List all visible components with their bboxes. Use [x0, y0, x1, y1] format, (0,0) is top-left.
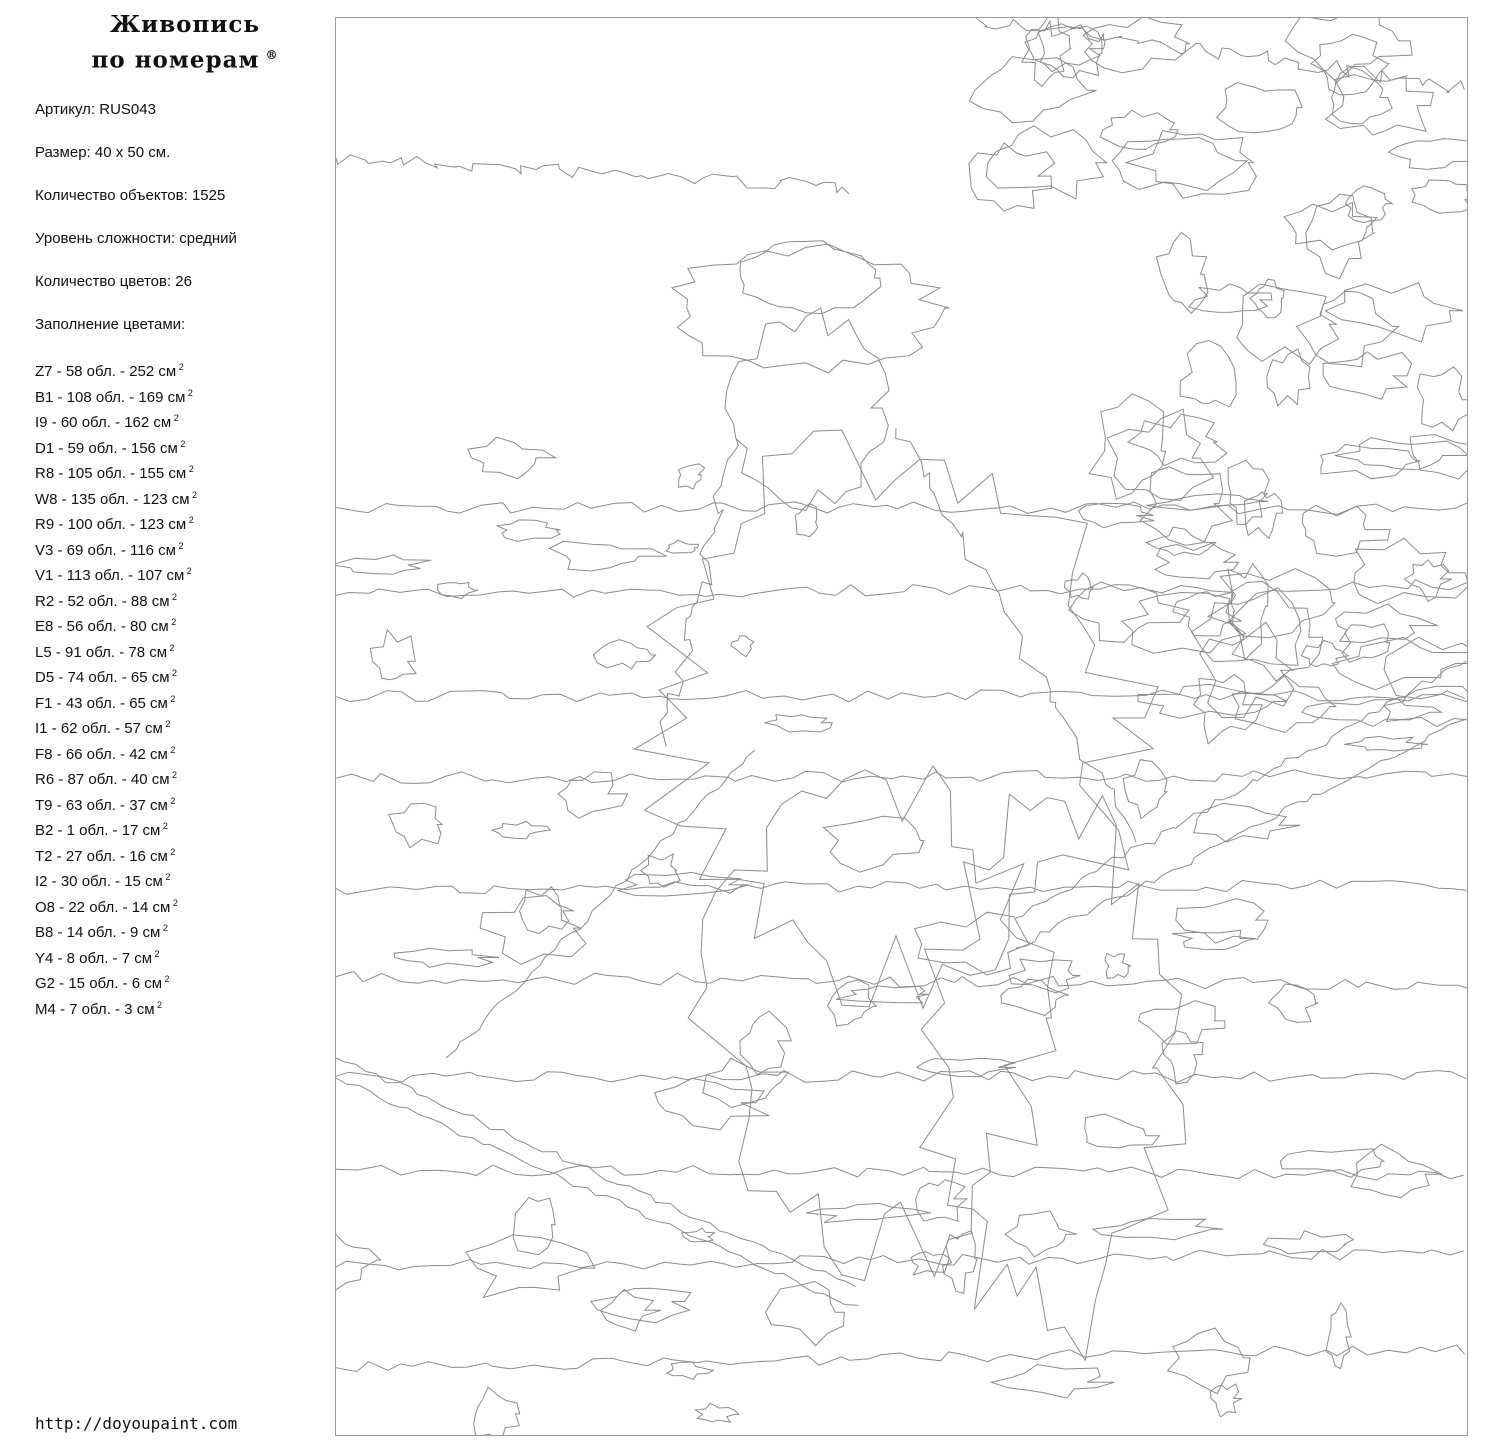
field-shape — [731, 636, 754, 657]
foliage-shape — [1332, 637, 1468, 689]
field-shape — [944, 1231, 977, 1294]
field-shape — [558, 772, 628, 818]
log-line — [336, 1078, 858, 1305]
registered-mark: ® — [265, 48, 279, 62]
field-shape — [601, 1289, 661, 1331]
fill-list-item — [35, 714, 325, 740]
field-shape — [1085, 1114, 1160, 1148]
cloud-shape — [1311, 34, 1389, 95]
unit-superscript: 2 — [176, 362, 184, 372]
fill-item-text: F8 - 66 обл. - 42 см — [35, 745, 168, 763]
unit-superscript: 2 — [169, 770, 178, 780]
article-label: Артикул: RUS043 — [35, 101, 156, 118]
cloud-shape — [969, 57, 1096, 123]
unit-superscript: 2 — [162, 872, 171, 882]
fill-list-item — [35, 612, 325, 638]
foliage-shape — [1180, 341, 1236, 407]
fill-list-item — [35, 587, 325, 613]
unit-superscript: 2 — [168, 617, 177, 627]
fill-item-text: G2 - 15 обл. - 6 см — [35, 975, 163, 992]
fill-item-text: R2 - 52 обл. - 88 см — [35, 592, 170, 610]
fill-list-item — [35, 816, 325, 842]
cloud-shape — [1083, 18, 1190, 73]
fill-list-item — [35, 918, 325, 944]
foliage-shape — [1284, 203, 1377, 250]
fill-list-item — [35, 689, 325, 715]
field-shape — [836, 986, 929, 1003]
head-outline — [725, 308, 889, 510]
field-shape — [915, 912, 1030, 975]
field-shape — [1280, 1149, 1384, 1178]
field-shape — [480, 896, 586, 965]
fill-list-item — [35, 383, 325, 409]
foliage-shape — [1189, 284, 1272, 313]
objects-count-label: Количество объектов: 1525 — [35, 187, 226, 204]
color-fill-list — [35, 357, 325, 1020]
field-shape — [468, 437, 556, 479]
water-line — [336, 972, 1468, 990]
unit-superscript: 2 — [160, 821, 168, 831]
cloud-shape — [1412, 180, 1468, 213]
water-line — [336, 502, 1468, 514]
foliage-shape — [1321, 444, 1421, 478]
fill-item-text: R9 - 100 обл. - 123 см — [35, 516, 187, 533]
foliage-shape — [1156, 232, 1208, 313]
cloud-shape — [1332, 67, 1393, 124]
fill-item-text: I9 - 60 обл. - 162 см — [35, 414, 172, 431]
field-shape — [916, 1180, 967, 1221]
cloud-shape — [1025, 27, 1105, 72]
fill-item-text: B8 - 14 обл. - 9 см — [35, 924, 161, 941]
fill-list-item — [35, 944, 325, 970]
field-shape — [520, 887, 574, 934]
product-info — [35, 99, 325, 357]
brand-line-1: Живопись — [109, 11, 261, 38]
fill-list-item — [35, 791, 325, 817]
fill-item-text: V3 - 69 обл. - 116 см — [35, 541, 176, 559]
fill-title: Заполнение цветами: — [35, 316, 186, 333]
field-shape — [394, 948, 499, 967]
field-shape — [593, 640, 655, 669]
rod-line — [446, 750, 755, 1058]
coloring-canvas — [335, 17, 1468, 1436]
foliage-shape — [1384, 637, 1468, 701]
unit-superscript: 2 — [186, 464, 194, 474]
unit-superscript: 2 — [177, 438, 186, 449]
field-shape — [336, 555, 431, 574]
difficulty-label: Уровень сложности: средний — [35, 230, 237, 247]
field-shape — [1162, 1031, 1203, 1084]
field-shape — [667, 1362, 714, 1379]
field-shape — [766, 1281, 845, 1345]
sky-contour — [336, 155, 849, 194]
hat-brim — [672, 244, 950, 373]
field-shape — [911, 1252, 952, 1275]
field-shape — [1168, 1328, 1250, 1394]
foliage-shape — [1302, 505, 1390, 556]
field-shape — [1336, 604, 1438, 643]
field-shape — [1001, 979, 1069, 1015]
foliage-shape — [1192, 588, 1301, 666]
fill-list-item — [35, 510, 325, 536]
fill-list-item — [35, 408, 325, 434]
foliage-shape — [1244, 492, 1282, 539]
field-shape — [823, 816, 923, 872]
fill-item-text: V1 - 113 обл. - 107 см — [35, 567, 185, 584]
fill-item-text: Y4 - 8 обл. - 7 см — [35, 949, 153, 967]
field-shape — [370, 630, 416, 680]
water-line — [336, 580, 1468, 597]
water-line — [336, 1249, 1464, 1270]
fill-item-text: D1 - 59 обл. - 156 см — [35, 439, 178, 457]
field-shape — [1139, 1001, 1225, 1045]
fill-list-item — [35, 867, 325, 893]
field-shape — [1344, 737, 1428, 752]
field-shape — [474, 1387, 520, 1436]
water-line — [336, 880, 1468, 894]
unit-superscript: 2 — [152, 948, 160, 959]
foliage-shape — [1128, 414, 1227, 465]
fill-list-item — [35, 357, 325, 383]
cloud-shape — [969, 143, 1055, 211]
field-shape — [1410, 435, 1468, 480]
unit-superscript: 2 — [167, 846, 176, 857]
fill-item-text: T2 - 27 обл. - 16 см — [35, 847, 168, 865]
cloud-shape — [1326, 75, 1434, 136]
water-line — [336, 1165, 1464, 1180]
field-shape — [1105, 954, 1131, 979]
fill-item-text: I1 - 62 обл. - 57 см — [35, 720, 163, 737]
field-shape — [682, 1228, 715, 1242]
field-shape — [765, 715, 833, 732]
unit-superscript: 2 — [167, 642, 175, 653]
unit-superscript: 2 — [189, 489, 198, 500]
fill-list-item — [35, 663, 325, 689]
water-line — [336, 1071, 1467, 1083]
fill-list-item — [35, 893, 325, 919]
unit-superscript: 2 — [184, 566, 192, 576]
cloud-shape — [1217, 83, 1303, 133]
fill-item-text: E8 - 56 обл. - 80 см — [35, 618, 169, 635]
foliage-shape — [1107, 409, 1214, 500]
unit-superscript: 2 — [167, 795, 176, 806]
field-shape — [1093, 1219, 1223, 1240]
fill-list-item — [35, 638, 325, 664]
field-shape — [1005, 1211, 1077, 1257]
field-shape — [1326, 1303, 1351, 1369]
fill-list-item — [35, 434, 325, 460]
field-shape — [740, 1011, 791, 1074]
fill-item-text: L5 - 91 обл. - 78 см — [35, 643, 168, 661]
unit-superscript: 2 — [154, 999, 163, 1010]
field-shape — [1009, 959, 1080, 993]
foliage-shape — [1417, 367, 1468, 431]
unit-superscript: 2 — [185, 387, 193, 398]
water-line — [336, 690, 1465, 702]
field-shape — [655, 1078, 769, 1130]
foliage-shape — [1155, 543, 1239, 579]
unit-superscript: 2 — [171, 413, 179, 423]
brand-line-2 — [60, 40, 310, 76]
field-shape — [492, 822, 550, 839]
cloud-shape — [1388, 139, 1468, 170]
log-line — [1016, 719, 1466, 948]
foliage-shape — [1230, 590, 1322, 681]
field-shape — [917, 1058, 1016, 1076]
field-shape — [695, 1403, 739, 1422]
field-shape — [549, 541, 666, 571]
fill-list-item — [35, 459, 325, 485]
fill-list-item — [35, 561, 325, 587]
fill-item-text: F1 - 43 обл. - 65 см — [35, 694, 168, 712]
field-shape — [497, 520, 561, 542]
field-shape — [513, 1198, 555, 1255]
unit-superscript: 2 — [175, 540, 184, 551]
field-shape — [591, 1288, 691, 1323]
field-shape — [1263, 1231, 1353, 1254]
foliage-shape — [1267, 349, 1311, 406]
fill-item-text: B1 - 108 обл. - 169 см — [35, 388, 186, 406]
colors-count-label: Количество цветов: 26 — [35, 273, 192, 290]
cloud-shape — [986, 126, 1106, 199]
field-shape — [1176, 899, 1268, 944]
fill-item-text: B2 - 1 обл. - 17 см — [35, 822, 161, 839]
unit-superscript: 2 — [186, 515, 194, 525]
field-shape — [991, 1365, 1114, 1399]
unit-superscript: 2 — [162, 974, 170, 984]
foliage-shape — [1335, 438, 1468, 470]
fill-item-text: R8 - 105 обл. - 155 см — [35, 465, 187, 482]
water-line — [336, 770, 1468, 784]
website-link[interactable]: http://doyoupaint.com — [35, 1414, 238, 1433]
fill-item-text: O8 - 22 обл. - 14 см — [35, 898, 171, 916]
unit-superscript: 2 — [162, 719, 171, 729]
foliage-shape — [1237, 284, 1339, 364]
field-shape — [806, 1203, 931, 1222]
fill-list-item — [35, 842, 325, 868]
fill-list-item — [35, 536, 325, 562]
fill-item-text: M4 - 7 обл. - 3 см — [35, 1000, 155, 1018]
field-shape — [679, 464, 705, 489]
foliage-shape — [1089, 394, 1166, 499]
line-art-outline — [336, 18, 1468, 1436]
fill-list-item — [35, 995, 325, 1021]
unit-superscript: 2 — [167, 744, 176, 755]
fill-item-text: I2 - 30 обл. - 15 см — [35, 873, 163, 890]
foliage-shape — [1323, 352, 1411, 399]
field-shape — [1123, 760, 1167, 819]
size-label: Размер: 40 х 50 см. — [35, 144, 171, 161]
field-shape — [828, 980, 877, 1026]
fill-list-item — [35, 765, 325, 791]
leg-outline — [920, 794, 1186, 1360]
fill-list-item — [35, 485, 325, 511]
field-shape — [1351, 1144, 1442, 1198]
field-shape — [1172, 930, 1256, 949]
fill-item-text: D5 - 74 обл. - 65 см — [35, 669, 170, 686]
brand-logo — [60, 10, 310, 76]
field-shape — [1210, 1384, 1242, 1417]
field-shape — [667, 540, 699, 553]
field-shape — [1342, 624, 1390, 662]
unit-superscript: 2 — [160, 923, 168, 933]
field-shape — [336, 1230, 381, 1293]
fill-list-item — [35, 969, 325, 995]
field-shape — [1269, 984, 1319, 1022]
unit-superscript: 2 — [167, 693, 176, 704]
fill-item-text: W8 - 135 обл. - 123 см — [35, 490, 190, 508]
brand-line-2-text: по номерам — [91, 46, 260, 74]
foliage-shape — [1354, 538, 1468, 603]
fill-item-text: Z7 - 58 обл. - 252 см — [35, 363, 177, 380]
field-shape — [389, 803, 443, 848]
unit-superscript: 2 — [169, 668, 178, 678]
arm-contour — [660, 438, 738, 747]
field-shape — [1064, 573, 1093, 599]
foliage-shape — [1404, 560, 1451, 602]
fill-item-text: T9 - 63 обл. - 37 см — [35, 796, 168, 814]
water-line — [336, 1345, 1465, 1372]
fill-list-item — [35, 740, 325, 766]
unit-superscript: 2 — [169, 591, 178, 602]
body-outline — [635, 430, 1159, 1008]
cloud-shape — [1100, 110, 1178, 149]
unit-superscript: 2 — [170, 897, 178, 908]
fill-item-text: R6 - 87 обл. - 40 см — [35, 771, 170, 788]
